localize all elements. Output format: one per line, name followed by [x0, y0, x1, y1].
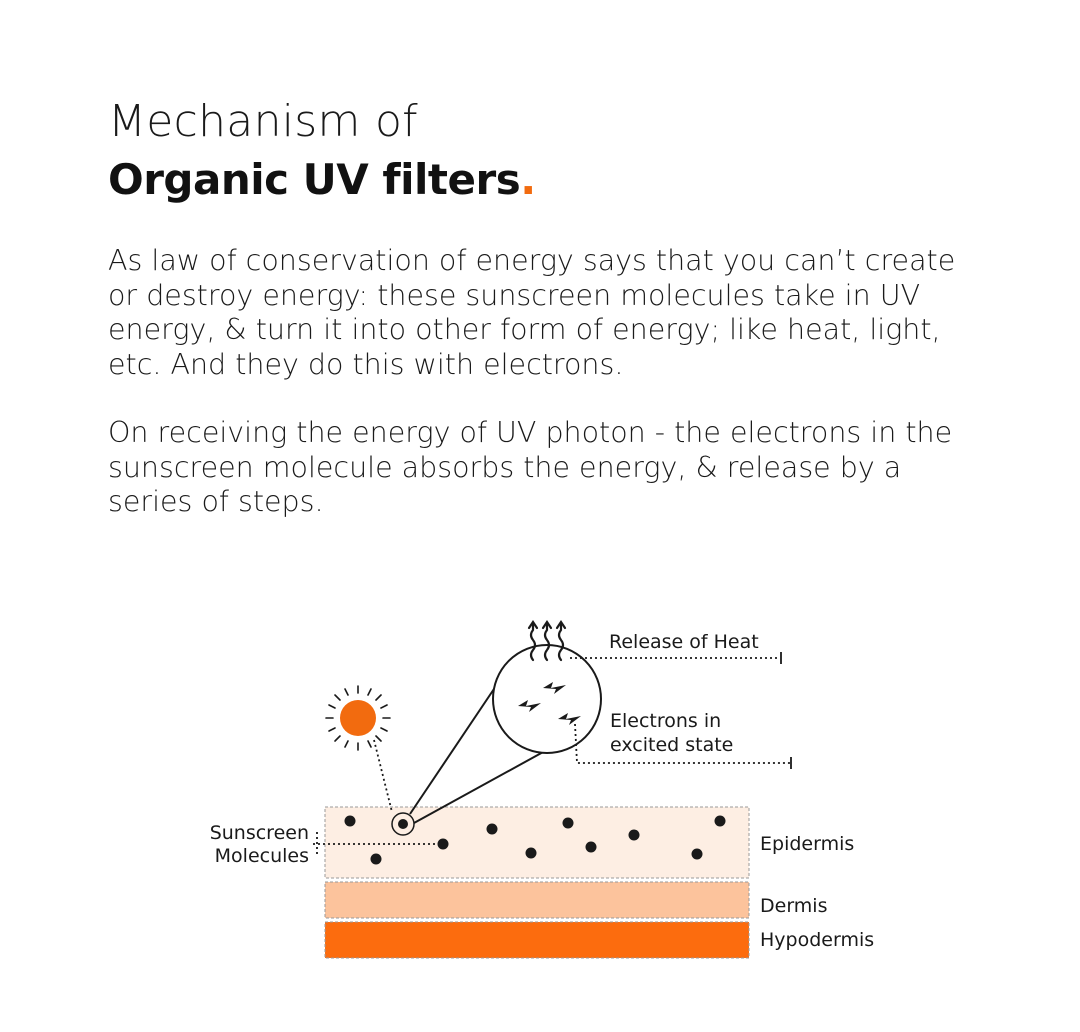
hypodermis-label: Hypodermis [760, 929, 875, 951]
sunscreen-label-line-1: Sunscreen [209, 822, 309, 844]
title-line-1: Mechanism of [108, 96, 418, 147]
molecule [715, 816, 726, 827]
heat-label: Release of Heat [609, 631, 759, 653]
sun-icon [326, 686, 390, 750]
epidermis-layer [325, 807, 749, 878]
molecule [371, 854, 382, 865]
molecule [692, 849, 703, 860]
title-main-text: Organic UV filters [108, 155, 521, 204]
molecule [629, 830, 640, 841]
sunscreen-label-line-2: Molecules [214, 845, 309, 867]
title-accent-dot: . [520, 155, 536, 204]
electrons-label-line-1: Electrons in [610, 710, 722, 732]
magnified-molecule-circle [493, 645, 601, 753]
uv-ray-connector [374, 740, 392, 812]
intro-paragraph: As law of conservation of energy says that you can’t create or destroy energy: these sunscreen molecules take in UV energy, & turn it into other form of energy; like heat, light, etc. And they do this with electrons. [108, 244, 956, 381]
molecule [345, 816, 356, 827]
hypodermis-layer [325, 922, 749, 958]
molecule [586, 842, 597, 853]
molecule [563, 818, 574, 829]
process-paragraph: On receiving the energy of UV photon - the electrons in the sunscreen molecule absorbs the energy, & release by a series of steps. [108, 416, 953, 518]
molecule [526, 848, 537, 859]
molecule [438, 839, 449, 850]
molecule [487, 824, 498, 835]
epidermis-label: Epidermis [760, 833, 855, 855]
heat-leader-line [570, 652, 781, 664]
dermis-layer [325, 882, 749, 918]
electrons-label-line-2: excited state [610, 734, 734, 756]
dermis-label: Dermis [760, 895, 828, 917]
